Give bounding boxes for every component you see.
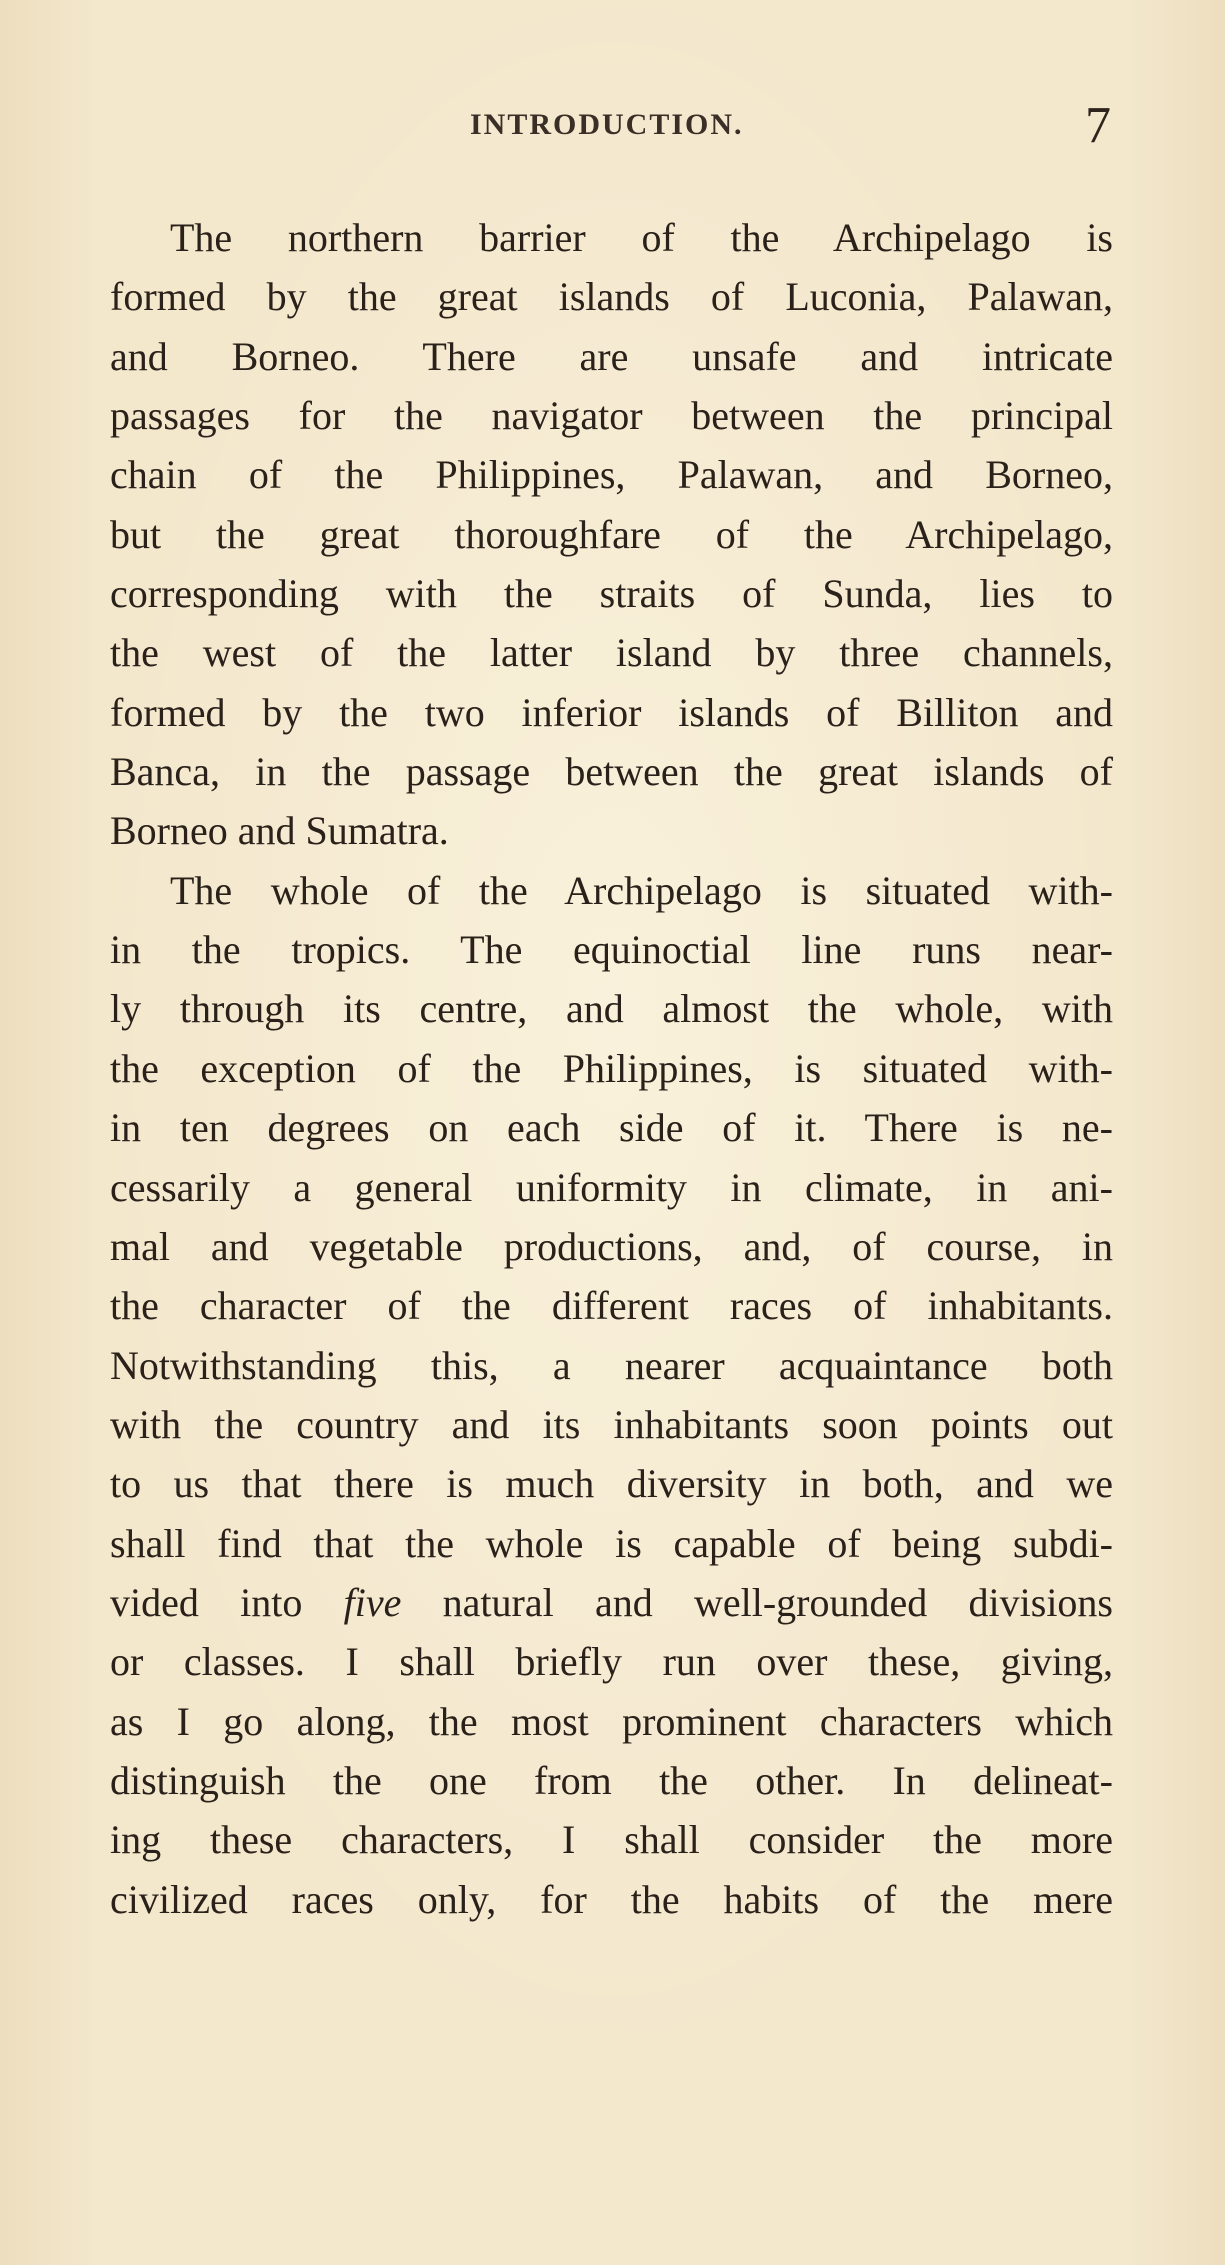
text-line: civilized races only, for the habits of the mere (110, 1876, 1113, 1922)
text-line: the exception of the Philippines, is situated with- (110, 1045, 1113, 1091)
page-number: 7 (1085, 97, 1111, 154)
text-line: distinguish the one from the other. In delineat- (110, 1757, 1113, 1803)
body-text (110, 208, 1113, 1929)
italic-word: five (343, 1579, 402, 1625)
text-line: formed by the two inferior islands of Billiton and (110, 689, 1113, 735)
text-line: shall find that the whole is capable of being subdi- (110, 1520, 1113, 1566)
text-line: the character of the different races of inhabitants. (110, 1283, 1113, 1329)
running-head: INTRODUCTION. (470, 108, 744, 141)
text-line: Borneo and Sumatra. (110, 808, 449, 854)
text-line: but the great thoroughfare of the Archipelago, (110, 511, 1113, 557)
text-line: Notwithstanding this, a nearer acquaintance both (110, 1342, 1113, 1388)
text-line: the west of the latter island by three channels, (110, 630, 1113, 676)
text-segment: natural and well-grounded divisions (401, 1579, 1114, 1625)
text-line: chain of the Philippines, Palawan, and Borneo, (110, 452, 1113, 498)
text-line: corresponding with the straits of Sunda, lies to (110, 571, 1113, 617)
text-line: passages for the navigator between the principal (110, 393, 1113, 439)
text-line: to us that there is much diversity in both, and we (110, 1461, 1113, 1507)
text-line: or classes. I shall briefly run over these, giving, (110, 1639, 1113, 1685)
text-line: with the country and its inhabitants soon points out (110, 1401, 1113, 1447)
text-line: cessarily a general uniformity in climate, in ani- (110, 1164, 1113, 1210)
text-line: in the tropics. The equinoctial line runs near- (110, 927, 1113, 973)
text-line: ly through its centre, and almost the whole, with (110, 986, 1113, 1032)
text-line: in ten degrees on each side of it. There is ne- (110, 1105, 1113, 1151)
text-line: and Borneo. There are unsafe and intricate (110, 333, 1113, 379)
text-line: mal and vegetable productions, and, of course, in (110, 1223, 1113, 1269)
text-line: as I go along, the most prominent characters which (110, 1698, 1113, 1744)
text-line: The whole of the Archipelago is situated with- (170, 867, 1113, 913)
text-line (110, 1573, 1113, 1632)
text-line: ing these characters, I shall consider the more (110, 1817, 1113, 1863)
text-line: Banca, in the passage between the great islands of (110, 749, 1113, 795)
text-line: The northern barrier of the Archipelago is (170, 215, 1113, 260)
text-line: formed by the great islands of Luconia, Palawan, (110, 274, 1113, 320)
text-segment: vided into (110, 1579, 344, 1625)
